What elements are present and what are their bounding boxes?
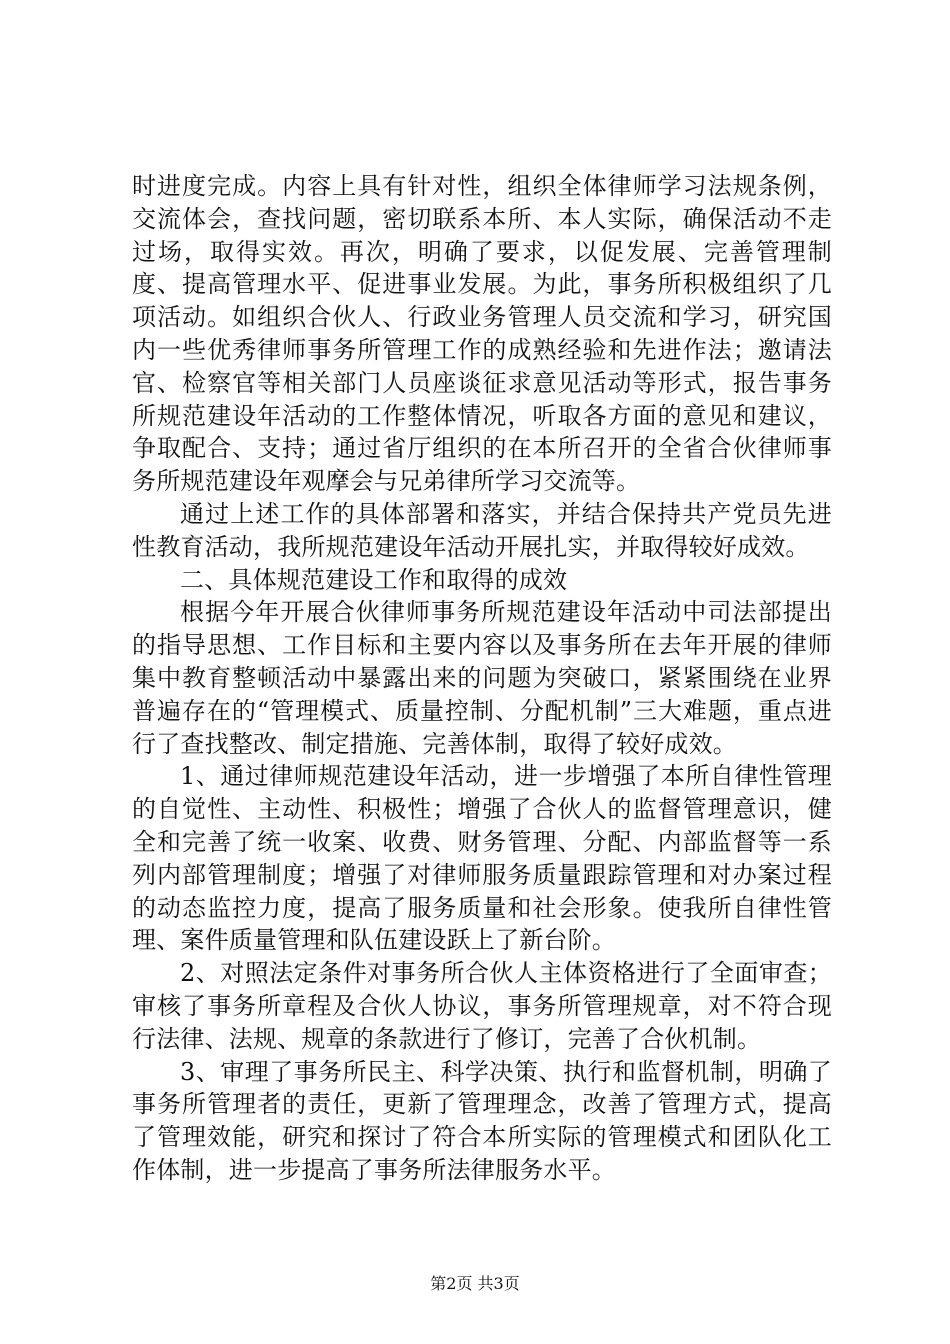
paragraph-item-3: 3、审理了事务所民主、科学决策、执行和监督机制，明确了事务所管理者的责任，更新了管理理念，改善了管理方式，提高了管理效能，研究和探讨了符合本所实际的管理模式和团队化工作体制，进一步提高了事务所法律服务水平。 (132, 1057, 832, 1184)
paragraph-summary: 通过上述工作的具体部署和落实，并结合保持共产党员先进性教育活动，我所规范建设年活动开展扎实，并取得较好成效。 (132, 499, 832, 561)
document-body (132, 170, 832, 1187)
page-number-footer: 第2页 共3页 (430, 1274, 520, 1293)
paragraph-continuation: 时进度完成。内容上具有针对性，组织全体律师学习法规条例，交流体会，查找问题，密切联系本所、本人实际，确保活动不走过场，取得实效。再次，明确了要求，以促发展、完善管理制度、提高管理水平、促进事业发展。为此，事务所积极组织了几项活动。如组织合伙人、行政业务管理人员交流和学习，研究国内一些优秀律师事务所管理工作的成熟经验和先进作法；邀请法官、检察官等相关部门人员座谈征求意见活动等形式，报告事务所规范建设年活动的工作整体情况，听取各方面的意见和建议，争取配合、支持；通过省厅组织的在本所召开的全省合伙律师事务所规范建设年观摩会与兄弟律所学习交流等。 (132, 172, 832, 496)
paragraph-item-2: 2、对照法定条件对事务所合伙人主体资格进行了全面审查；审核了事务所章程及合伙人协议，事务所管理规章，对不符合现行法律、法规、规章的条款进行了修订，完善了合伙机制。 (132, 959, 832, 1053)
paragraph-item-1: 1、通过律师规范建设年活动，进一步增强了本所自律性管理的自觉性、主动性、积极性；增强了合伙人的监督管理意识，健全和完善了统一收案、收费、财务管理、分配、内部监督等一系列内部管理制度；增强了对律师服务质量跟踪管理和对办案过程的动态监控力度，提高了服务质量和社会形象。使我所自律性管理、案件质量管理和队伍建设跃上了新台阶。 (132, 762, 832, 955)
paragraph-intro: 根据今年开展合伙律师事务所规范建设年活动中司法部提出的指导思想、工作目标和主要内容以及事务所在去年开展的律师集中教育整顿活动中暴露出来的问题为突破口，紧紧围绕在业界普遍存在的“管理模式、质量控制、分配机制”三大难题，重点进行了查找整改、制定措施、完善体制，取得了较好成效。 (132, 598, 832, 758)
section-heading: 二、具体规范建设工作和取得的成效 (180, 565, 568, 594)
